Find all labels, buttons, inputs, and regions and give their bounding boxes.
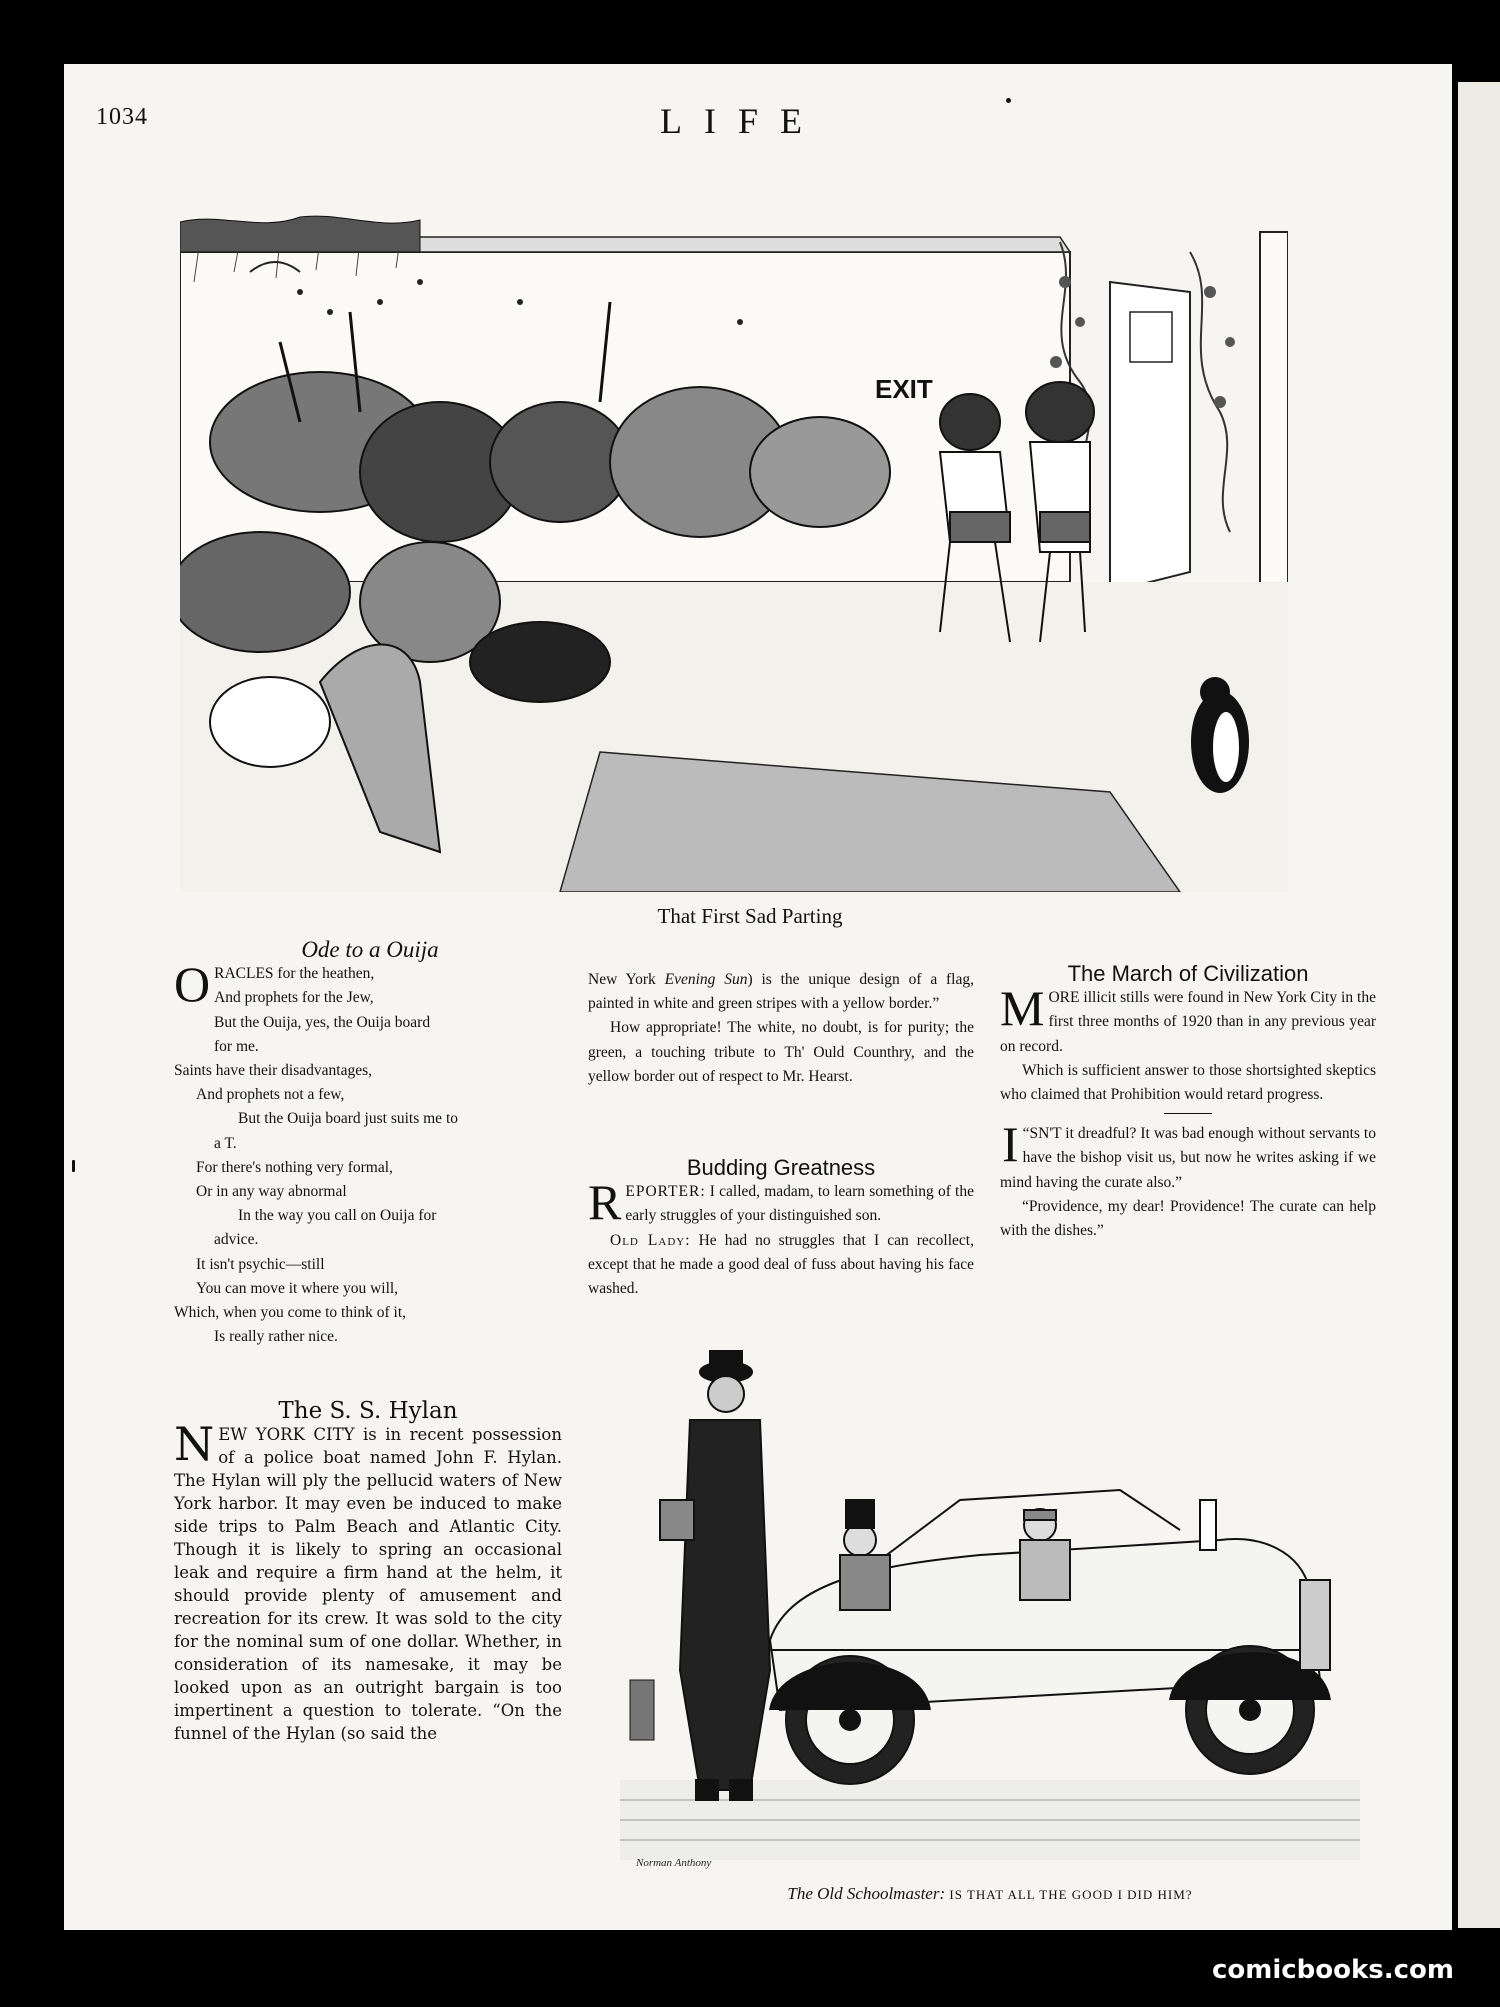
cartoon-drawing <box>180 212 1288 892</box>
hylan-body <box>174 1417 562 1745</box>
hylan-text: EW YORK CITY is in recent possession of a police boat named John F. Hylan. The Hylan will ply the pellucid waters of New York harbor. It may even be induced to make side trips to Palm Beach and Atlantic City. Though it is likely to spring an occasional leak and require a firm hand at the helm, it should provide plenty of amusement and recreation for its crew. It was sold to the city for the nominal sum of one dollar. Whether, in consideration of its namesake, it may be looked upon as an outright bargain is too impertinent a question to tolerate. “On the funnel of the Hylan (so said the <box>174 1425 562 1743</box>
ode-line: And prophets for the Jew, <box>214 989 374 1007</box>
print-mark <box>72 1160 75 1172</box>
facing-page-edge <box>1458 82 1500 1928</box>
page-number: 1034 <box>96 104 148 130</box>
ode-line: And prophets not a few, <box>196 1086 345 1104</box>
exit-door <box>1110 282 1190 592</box>
bottom-cartoon-caption: The Old Schoolmaster: IS THAT ALL THE GOOD I DID HIM? <box>787 1884 1193 1903</box>
march-title: The March of Civilization <box>1067 961 1309 986</box>
ode-dropcap: O <box>174 956 211 1013</box>
budding-greatness-article <box>588 1156 974 1301</box>
ode-line: Which, when you come to think of it, <box>174 1304 407 1322</box>
ode-line: advice. <box>214 1231 259 1249</box>
ode-line: It isn't psychic—still <box>196 1255 325 1273</box>
masthead: LIFE <box>660 101 824 141</box>
exit-sign: EXIT <box>875 374 933 404</box>
ode-line: a T. <box>214 1134 237 1152</box>
ode-line: Saints have their disadvantages, <box>174 1062 373 1080</box>
march-dropcap: M <box>1000 980 1045 1037</box>
march-p1: MORE illicit stills were found in New York City in the first three months of 1920 than in any previous year on record. <box>1000 980 1376 1055</box>
section-divider <box>1164 1113 1212 1114</box>
ode-poem <box>174 956 566 1349</box>
top-cartoon-caption: That First Sad Parting <box>657 904 843 928</box>
newspaper-name: Evening Sun <box>664 971 748 988</box>
car-drawing <box>620 1350 1360 1880</box>
budding-dropcap: R <box>588 1174 622 1231</box>
ode-line: Is really rather nice. <box>214 1328 338 1346</box>
budding-title: Budding Greatness <box>686 1155 876 1180</box>
ode-line: RACLES for the heathen, <box>214 965 375 983</box>
site-watermark: comicbooks.com <box>1211 1955 1454 1985</box>
ode-line: For there's nothing very formal, <box>196 1158 393 1176</box>
ode-line: You can move it where you will, <box>196 1279 399 1297</box>
bishop-dropcap: I <box>1002 1116 1019 1173</box>
ode-line: for me. <box>214 1037 259 1055</box>
cartoon-old-schoolmaster <box>620 1350 1360 1880</box>
hylan-title: The S. S. Hylan <box>278 1398 458 1424</box>
hylan-dropcap: N <box>174 1417 215 1471</box>
march-p2: Which is sufficient answer to those shortsighted skeptics who claimed that Prohibition would retard progress. <box>1000 1061 1376 1104</box>
budding-p2: Old Lady: He had no struggles that I can recollect, except that he made a good deal of fuss about having his face washed. <box>588 1231 974 1298</box>
budding-p1: REPORTER: I called, madam, to learn something of the early struggles of your distinguished son. <box>588 1174 974 1231</box>
hylan-article <box>174 1400 562 1745</box>
march-article <box>1000 962 1376 1243</box>
hylan-cont-p1: New York Evening Sun) is the unique design of a flag, painted in white and green stripes with a yellow border.” <box>588 971 974 1013</box>
hylan-continued <box>588 968 974 1089</box>
cartoon-that-first-sad-parting <box>180 212 1288 892</box>
ode-title: Ode to a Ouija <box>301 937 439 962</box>
artist-signature: Norman Anthony <box>636 1857 712 1869</box>
ode-article <box>174 938 566 1349</box>
ode-line: But the Ouija, yes, the Ouija board <box>214 1013 431 1031</box>
print-dot <box>1006 98 1011 103</box>
bishop-p1: “ I SN'T it dreadful? It was bad enough without servants to have the bishop visit us, but now he writes asking if we mind having the curate also.” <box>1000 1116 1376 1191</box>
hylan-cont-p2: How appropriate! The white, no doubt, is for purity; the green, a touching tribute to Th' Ould Counthry, and the yellow border out of respect to Mr. Hearst. <box>588 1019 974 1085</box>
bishop-p2: “Providence, my dear! Providence! The curate can help with the dishes.” <box>1000 1197 1376 1240</box>
ode-line: In the way you call on Ouija for <box>238 1207 437 1225</box>
ode-line: Or in any way abnormal <box>196 1183 347 1201</box>
ode-line: But the Ouija board just suits me to <box>238 1110 458 1128</box>
